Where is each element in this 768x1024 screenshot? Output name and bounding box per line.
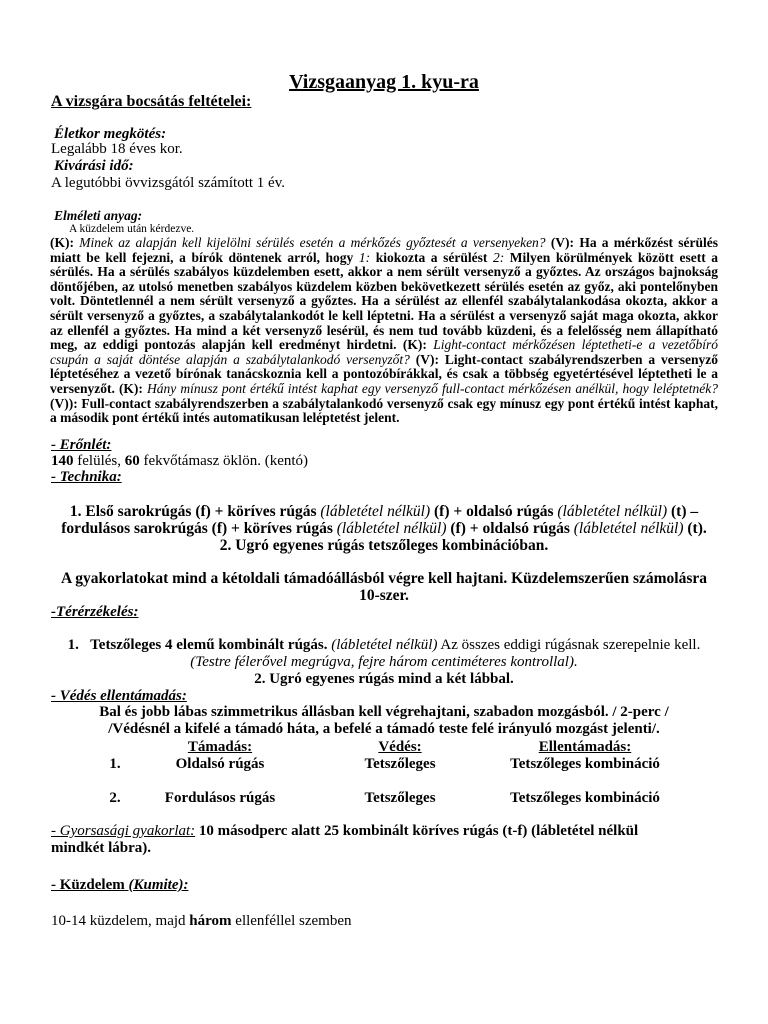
speed-text-1: 10 másodperc alatt 25 kombinált köríves rúgás (t-f) (lábletétel nélkül	[195, 823, 639, 839]
technique-line-2	[0, 520, 768, 538]
speed-line-2: mindkét lábra).	[51, 840, 152, 856]
a3-text: Full-contact szabályrendszerben a szabálytalankodó versenyző csak egy mínusz egy pont értékű intést kaphat, a második pont értékű intés automatikusan leléptetést jelent.	[50, 395, 719, 426]
spatial-item-1-num: 1.	[67, 637, 79, 653]
fitness-t2: fekvőtámasz öklön. (kentó)	[143, 453, 309, 469]
table-header-counter: Ellentámadás:	[538, 739, 632, 755]
table-row-1-defense: Tetszőleges	[364, 756, 436, 772]
a1-tag: (V):	[550, 235, 575, 250]
waiting-label: Kivárási idő:	[54, 158, 134, 174]
a1-opt1: 1:	[358, 249, 371, 265]
age-label: Életkor megkötés:	[54, 126, 167, 142]
a1-opt2: 2:	[492, 249, 505, 265]
waiting-value: A legutóbbi övvizsgától számított 1 év.	[51, 175, 285, 191]
technique-2d: (lábletétel nélkül)	[573, 520, 684, 537]
spatial-item-1	[0, 637, 768, 654]
table-row-2-attack: Fordulásos rúgás	[164, 790, 276, 806]
spatial-item-1-italic: (lábletétel nélkül)	[331, 637, 438, 653]
technique-1e: (t) –	[671, 503, 699, 520]
table-header-attack: Támadás:	[187, 739, 253, 755]
q1-tag: (K):	[50, 235, 74, 250]
q2-tag: (K):	[402, 337, 427, 353]
defense-desc-1: Bal és jobb lábas szimmetrikus állásban kell végrehajtani, szabadon mozgásból. / 2-perc /	[99, 704, 669, 720]
technique-1a: 1. Első sarokrúgás (f) + köríves rúgás	[69, 503, 317, 520]
a2-text: Light-contact szabályrendszerben a versenyző léptetéséhez a vezető bírónak tanácskoznia kell a pontozóbírákkal, és csak a többség egyetértésével léptetheti le a versenyzőt.	[50, 351, 719, 396]
table-row-1-num: 1.	[109, 756, 121, 772]
spatial-item-1-rest: Az összes eddigi rúgásnak szerepelnie kell.	[440, 637, 701, 653]
table-row-2-num: 2.	[109, 790, 121, 806]
technique-line-1	[0, 503, 768, 521]
technique-note-2: 10-szer.	[359, 587, 409, 604]
a1-text: Ha a mérkőzést sérülés miatt be kell fejezni, a bírók döntenek arról, hogy	[50, 235, 719, 265]
technique-1d: (lábletétel nélkül)	[557, 503, 668, 520]
technique-label: - Technika:	[51, 469, 122, 485]
technique-1c: (f) + oldalsó rúgás	[434, 503, 554, 520]
theory-label: Elméleti anyag:	[54, 208, 143, 223]
age-value: Legalább 18 éves kor.	[51, 141, 183, 157]
table-row-1-attack: Oldalsó rúgás	[175, 756, 265, 772]
speed-line-1	[51, 823, 638, 840]
table-row-1-counter: Tetszőleges kombináció	[510, 756, 660, 772]
kumite-label-italic: (Kumite):	[128, 877, 189, 893]
theory-paragraph	[50, 236, 718, 426]
defense-desc-2: /Védésnél a kifelé a támadó háta, a befelé a támadó teste felé irányuló mozgást jelenti/.	[108, 721, 660, 737]
kumite-label	[51, 877, 188, 894]
kumite-text-b: három	[189, 913, 232, 929]
technique-2a: fordulásos sarokrúgás (f) + köríves rúgás	[61, 520, 333, 537]
technique-2b: (lábletétel nélkül)	[336, 520, 447, 537]
fitness-line	[51, 453, 308, 470]
fitness-n2: 60	[124, 453, 140, 469]
technique-1b: (lábletétel nélkül)	[320, 503, 431, 520]
kumite-text	[51, 913, 351, 930]
spatial-label: -Térérzékelés:	[51, 604, 139, 620]
kumite-text-a: 10-14 küzdelem, majd	[51, 913, 186, 929]
spatial-item-1-sub: (Testre félerővel megrúgva, fejre három centiméteres kontrollal).	[190, 654, 578, 670]
a1-rest: Milyen körülmények között esett a sérülés. Ha a sérülés szabályos küzdelemben esett, akkor a nem sérült versenyző a győztes. Az országos bajnokság döntőjében, az utolsó menetben szabályos küzdelem közben bekövetkezett sérülés esetén az győz, aki pontelőnyben volt. Döntetlennél a nem sérült versenyző a győztes. Ha a sérülést az ellenfél szabálytalankodása okozta, akkor a sérült versenyző a győztes, a szabálytalankodót le kell léptetni. Ha a sérülést a versenyző saját maga okozta, akkor az ellenfél a győztes. Ha mind a két versenyző lesérül, és nem tud tovább küzdeni, és a felelősség nem állapítható meg, az eddigi pontozás alapján kell eredményt hirdetni.	[50, 249, 719, 353]
spatial-item-1-bold: Tetszőleges 4 elemű kombinált rúgás.	[90, 637, 328, 653]
spatial-item-2: 2. Ugró egyenes rúgás mind a két lábbal.	[254, 671, 514, 687]
title-text: Vizsgaanyag 1. kyu-ra	[289, 71, 479, 93]
conditions-heading: A vizsgára bocsátás feltételei:	[51, 93, 252, 110]
a1-opt1-text: kiokozta a sérülést	[375, 249, 488, 265]
theory-note: A küzdelem után kérdezve.	[69, 223, 195, 235]
technique-2c: (f) + oldalsó rúgás	[450, 520, 570, 537]
a2-tag: (V):	[415, 351, 440, 367]
defense-label: - Védés ellentámadás:	[51, 688, 187, 704]
fitness-t1: felülés,	[77, 453, 121, 469]
fitness-label: - Erőnlét:	[51, 437, 112, 453]
q3-tag: (K):	[118, 380, 143, 396]
table-header-defense: Védés:	[378, 739, 422, 755]
table-row-2-defense: Tetszőleges	[364, 790, 436, 806]
fitness-n1: 140	[51, 453, 74, 469]
technique-line-3: 2. Ugró egyenes rúgás tetszőleges kombinációban.	[219, 537, 549, 554]
technique-2e: (t).	[687, 520, 707, 537]
page-title	[0, 71, 768, 94]
a3-tag: (V)):	[50, 395, 78, 411]
kumite-label-text: - Küzdelem	[51, 877, 125, 893]
q1-text: Minek az alapján kell kijelölni sérülés esetén a mérkőzés győztesét a versenyeken?	[79, 235, 546, 250]
technique-note-1: A gyakorlatokat mind a kétoldali támadóállásból végre kell hajtani. Küzdelemszerűen számolásra	[61, 570, 707, 587]
q2-text: Light-contact mérkőzésen léptetheti-e a vezetőbíró csupán a saját döntése alapján a szabálytalankodó versenyzőt?	[50, 337, 719, 367]
table-row-2-counter: Tetszőleges kombináció	[510, 790, 660, 806]
q3-text: Hány mínusz pont értékű intést kaphat egy versenyző full-contact mérkőzésen anélkül, hogy leléptetnék?	[147, 380, 719, 396]
kumite-text-c: ellenféllel szemben	[235, 913, 352, 929]
speed-label: - Gyorsasági gyakorlat:	[51, 823, 196, 839]
